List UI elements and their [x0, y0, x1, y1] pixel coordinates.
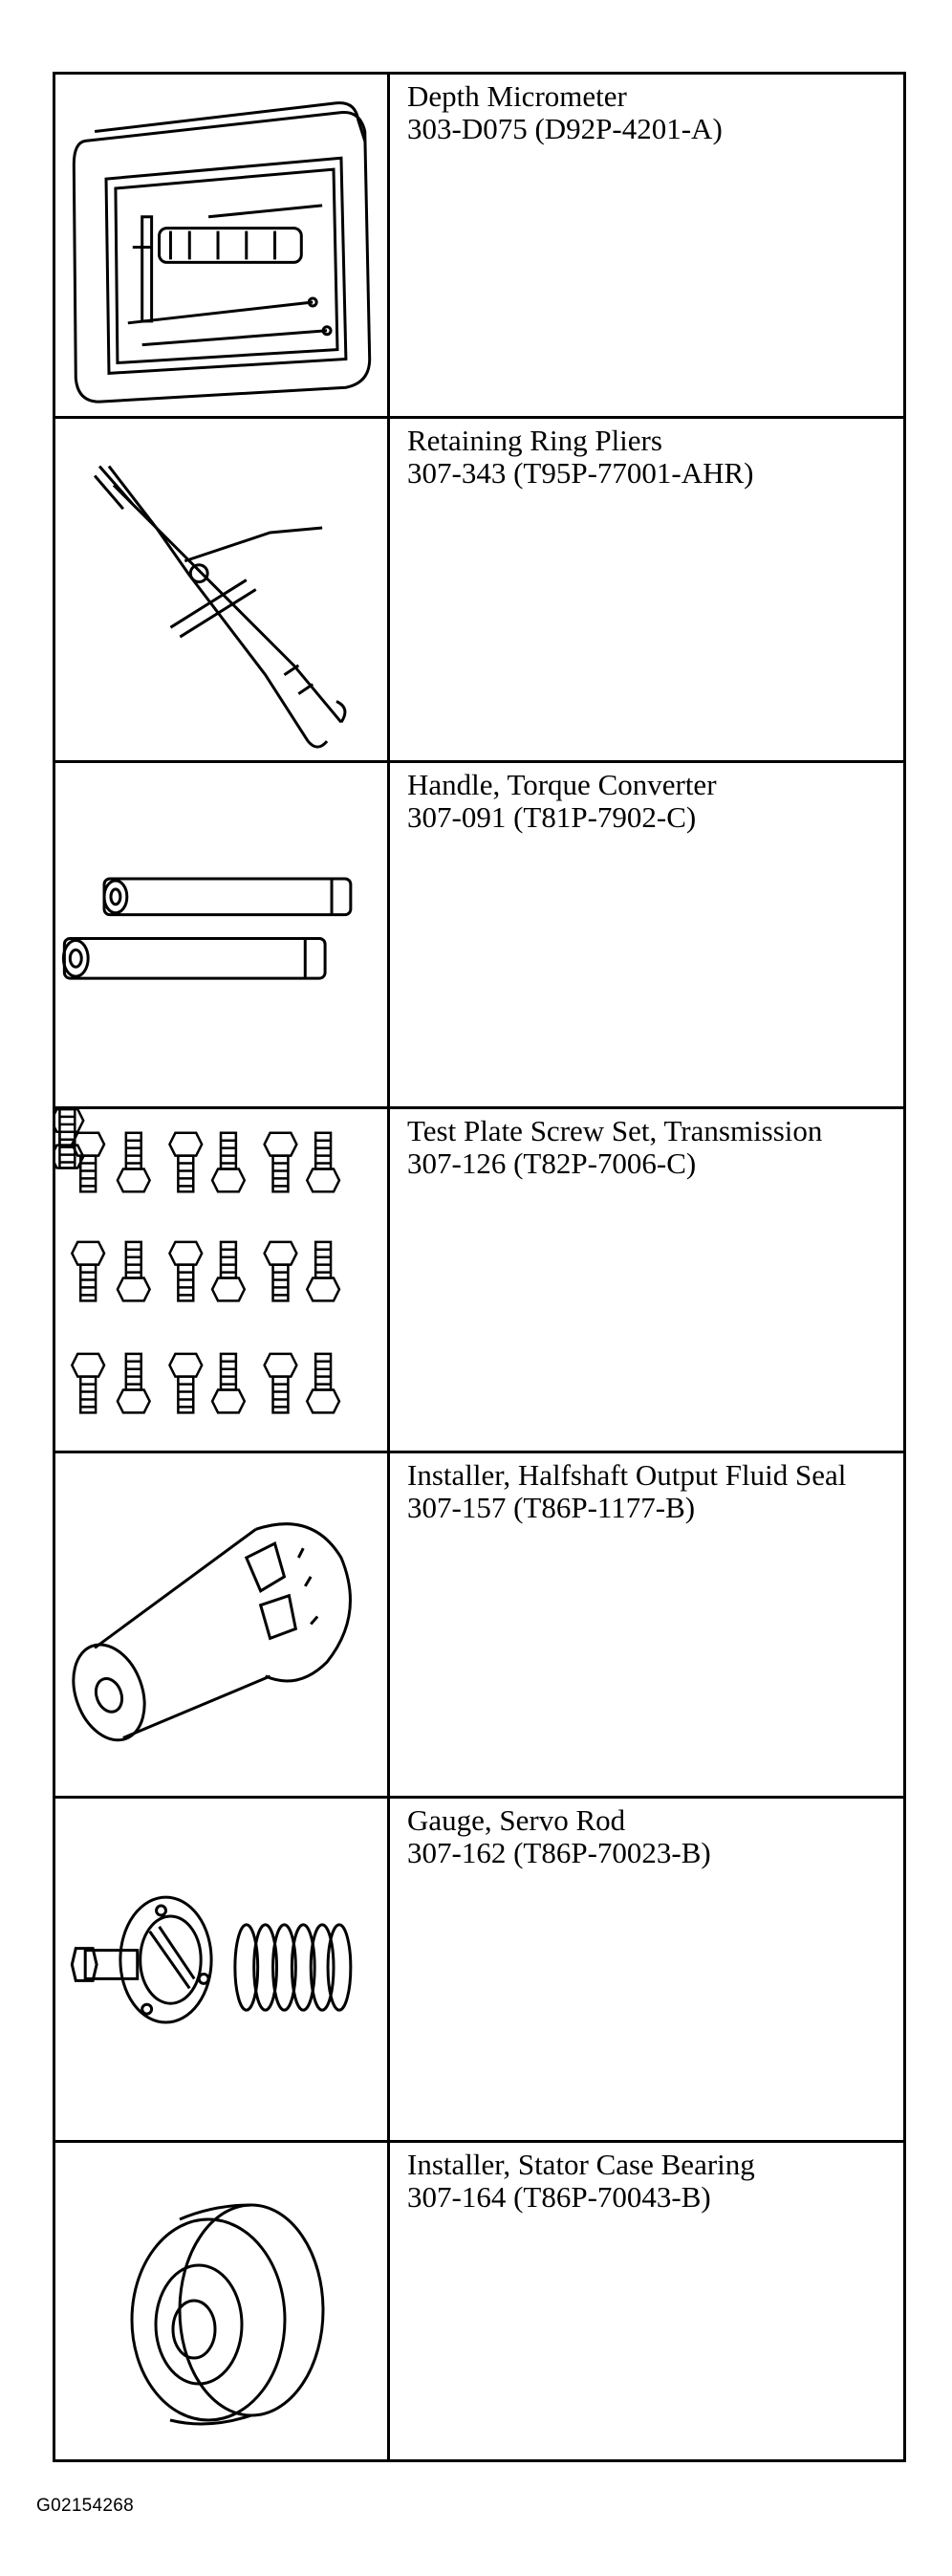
servo-rod-gauge-icon [55, 1799, 387, 2140]
tool-text-cell [407, 1459, 894, 1524]
tool-row [55, 1799, 903, 2143]
tool-name: Test Plate Screw Set, Transmission [407, 1114, 823, 1147]
figure-id: G02154268 [36, 2496, 135, 2516]
torque-converter-handle-icon [55, 763, 387, 1106]
tool-image-cell [55, 2143, 390, 2459]
tool-part-number: 307-343 (T95P-77001-AHR) [407, 456, 754, 490]
tool-name: Gauge, Servo Rod [407, 1803, 626, 1837]
tool-image-cell [55, 1453, 390, 1796]
tool-image-cell [55, 1109, 390, 1451]
tool-part-number: 307-164 (T86P-70043-B) [407, 2180, 711, 2214]
tool-text-cell [407, 425, 894, 490]
tool-name: Depth Micrometer [407, 79, 627, 113]
tool-image-cell [55, 763, 390, 1106]
tool-text-cell [407, 1115, 894, 1180]
tool-name: Installer, Stator Case Bearing [407, 2148, 755, 2181]
tool-name: Installer, Halfshaft Output Fluid Seal [407, 1458, 847, 1492]
tool-row [55, 763, 903, 1109]
tool-row [55, 1453, 903, 1799]
tool-row [55, 419, 903, 763]
tool-row [55, 1109, 903, 1453]
retaining-ring-pliers-icon [55, 419, 387, 760]
tool-text-cell [407, 2149, 894, 2214]
bearing-installer-icon [55, 2143, 387, 2459]
seal-installer-icon [55, 1453, 387, 1796]
tool-part-number: 307-157 (T86P-1177-B) [407, 1491, 696, 1524]
tool-part-number: 303-D075 (D92P-4201-A) [407, 112, 723, 145]
tool-row [55, 2143, 903, 2459]
tool-row [55, 75, 903, 419]
tool-name: Handle, Torque Converter [407, 768, 717, 801]
depth-micrometer-icon [55, 75, 387, 416]
screw-set-icon [55, 1109, 387, 1451]
tool-text-cell [407, 769, 894, 834]
tool-image-cell [55, 419, 390, 760]
tool-image-cell [55, 1799, 390, 2140]
tool-name: Retaining Ring Pliers [407, 424, 662, 457]
tool-text-cell [407, 80, 894, 145]
tool-part-number: 307-091 (T81P-7902-C) [407, 800, 697, 834]
tool-text-cell [407, 1804, 894, 1869]
tool-part-number: 307-126 (T82P-7006-C) [407, 1146, 697, 1180]
special-tools-table [53, 72, 906, 2462]
tool-part-number: 307-162 (T86P-70023-B) [407, 1836, 711, 1869]
tool-image-cell [55, 75, 390, 416]
